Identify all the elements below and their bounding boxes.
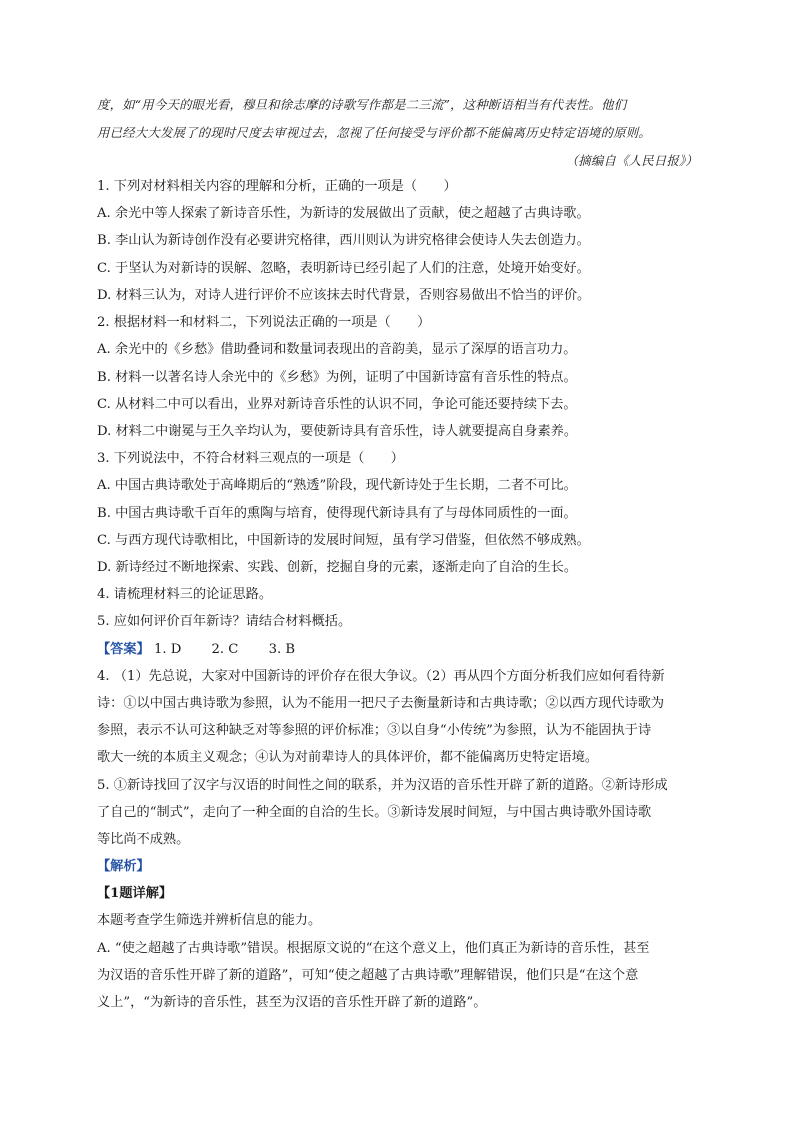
answer-5-line-3: 等比尚不成熟。 xyxy=(97,832,190,847)
analysis-line-1: A. “使之超越了古典诗歌”错误。根据原文说的“在这个意义上，他们真正为新诗的音乐性，甚至 xyxy=(97,941,650,956)
answer-5-line-2: 了自己的“制式”，走向了一种全面的自洽的生长。③新诗发展时间短，与中国古典诗歌外国诗歌 xyxy=(97,805,652,820)
q1-option-d: D. 材料三认为，对诗人进行评价不应该抹去时代背景，否则容易做出不恰当的评价。 xyxy=(97,288,591,303)
q2-option-b: B. 材料一以著名诗人余光中的《乡愁》为例，证明了中国新诗富有音乐性的特点。 xyxy=(97,370,577,385)
answer-row xyxy=(97,641,295,659)
q3-option-d: D. 新诗经过不断地探索、实践、创新，挖掘自身的元素，逐渐走向了自洽的生长。 xyxy=(97,560,578,575)
q2-option-c: C. 从材料二中可以看出，业界对新诗音乐性的认识不同，争论可能还要持续下去。 xyxy=(97,397,577,412)
q1-option-b: B. 李山认为新诗创作没有必要讲究格律，西川则认为讲究格律会使诗人失去创造力。 xyxy=(97,233,590,248)
q2-option-a: A. 余光中的《乡愁》借助叠词和数量词表现出的音韵美，显示了深厚的语言功力。 xyxy=(97,342,577,357)
q5-stem: 5. 应如何评价百年新诗？请结合材料概括。 xyxy=(97,614,352,629)
quote-source: （摘编自《人民日报》） xyxy=(565,153,698,168)
q4-stem: 4. 请梳理材料三的论证思路。 xyxy=(97,587,273,602)
q3-stem: 3. 下列说法中，不符合材料三观点的一项是（ ） xyxy=(97,451,404,466)
answer-4-line-4: 歌大一统的本质主义观念；④认为对前辈诗人的具体评价，都不能偏离历史特定语境。 xyxy=(97,750,599,765)
q1-stem: 1. 下列对材料相关内容的理解和分析，正确的一项是（ ） xyxy=(97,179,457,194)
analysis-line-2: 为汉语的音乐性开辟了新的道路”，可知“使之超越了古典诗歌”理解错误，他们只是“在这个意 xyxy=(97,968,639,983)
q2-stem: 2. 根据材料一和材料二，下列说法正确的一项是（ ） xyxy=(97,315,431,330)
analysis-tag: 【解析】 xyxy=(97,859,150,874)
answer-5-line-1: 5. ①新诗找回了汉字与汉语的时间性之间的联系，并为汉语的音乐性开辟了新的道路。②新诗形成 xyxy=(97,778,668,793)
answer-1: 1. D xyxy=(153,642,182,657)
analysis-intro: 本题考查学生筛选并辨析信息的能力。 xyxy=(97,913,322,928)
q3-option-a: A. 中国古典诗歌处于高峰期后的“熟透”阶段，现代新诗处于生长期，二者不可比。 xyxy=(97,478,577,493)
answer-2: 2. C xyxy=(211,642,239,657)
q1-option-a: A. 余光中等人探索了新诗音乐性，为新诗的发展做出了贡献，使之超越了古典诗歌。 xyxy=(97,206,590,221)
quote-line-1: 度，如“用今天的眼光看，穆旦和徐志摩的诗歌写作都是二三流”，这种断语相当有代表性。他们 xyxy=(97,97,627,112)
q2-option-d: D. 材料二中谢冕与王久辛均认为，要使新诗具有音乐性，诗人就要提高自身素养。 xyxy=(97,424,578,439)
q3-option-c: C. 与西方现代诗歌相比，中国新诗的发展时间短，虽有学习借鉴，但依然不够成熟。 xyxy=(97,533,590,548)
analysis-line-3: 义上”，“为新诗的音乐性，甚至为汉语的音乐性开辟了新的道路”。 xyxy=(97,995,487,1010)
q3-option-b: B. 中国古典诗歌千百年的熏陶与培育，使得现代新诗具有了与母体同质性的一面。 xyxy=(97,506,577,521)
quote-line-2: 用已经大大发展了的现时尺度去审视过去，忽视了任何接受与评价都不能偏离历史特定语境的原则。 xyxy=(97,125,651,140)
answer-4-line-2: 诗：①以中国古典诗歌为参照，认为不能用一把尺子去衡量新诗和古典诗歌；②以西方现代诗歌为 xyxy=(97,696,665,711)
answer-tag: 【答案】 xyxy=(97,642,150,657)
analysis-detail-tag: 【1题详解】 xyxy=(97,886,173,901)
q1-option-c: C. 于坚认为对新诗的误解、忽略，表明新诗已经引起了人们的注意，处境开始变好。 xyxy=(97,261,590,276)
answer-4-line-3: 参照，表示不认可这种缺乏对等参照的评价标准；③以自身“小传统”为参照，认为不能固执于诗 xyxy=(97,723,652,738)
answer-4-line-1: 4. （1）先总说，大家对中国新诗的评价存在很大争议。（2）再从四个方面分析我们应如何看待新 xyxy=(97,669,665,684)
answer-3: 3. B xyxy=(268,642,296,657)
